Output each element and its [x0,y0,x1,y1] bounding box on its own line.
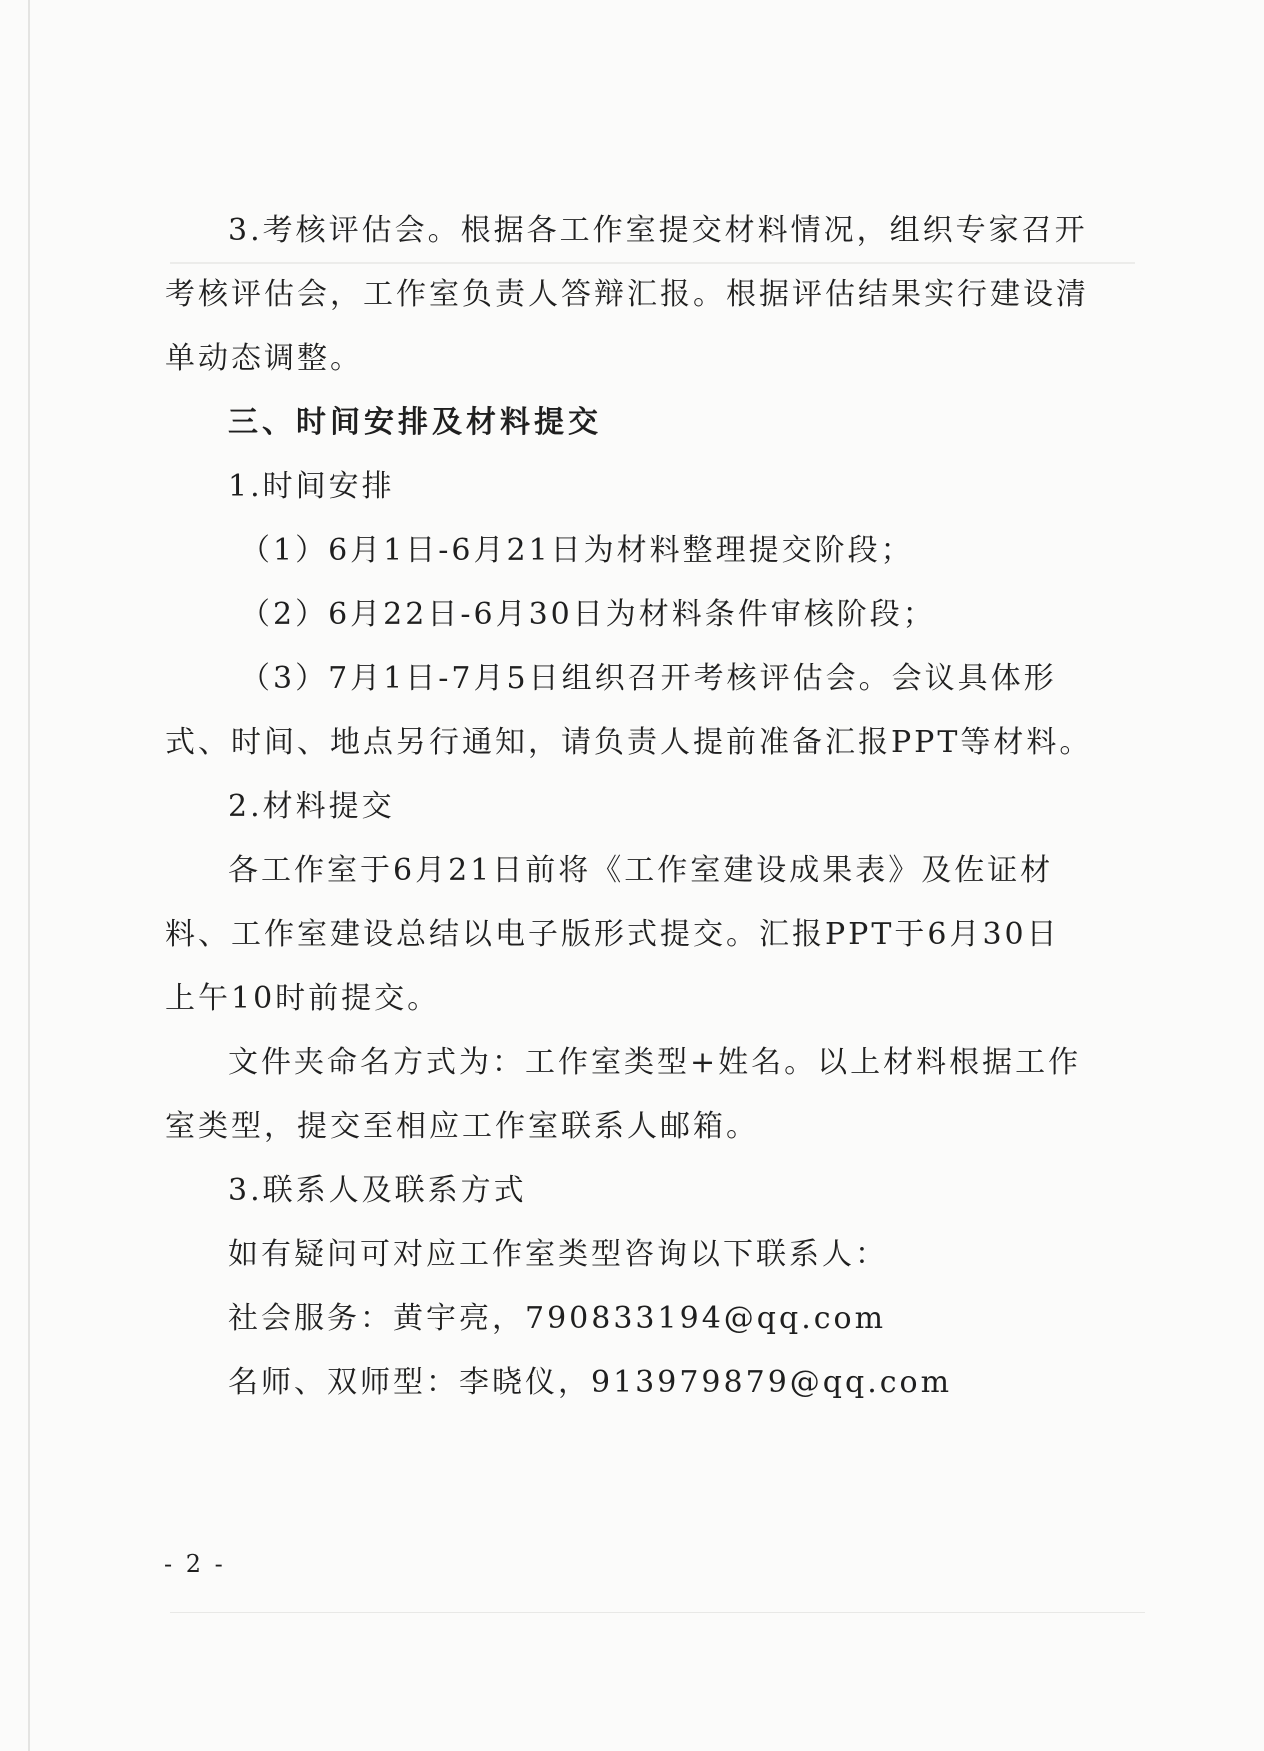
section-heading: 三、时间安排及材料提交 [228,405,602,440]
scan-line [170,262,1135,264]
schedule-item: （3）7月1日-7月5日组织召开考核评估会。会议具体形 [240,661,1057,696]
scan-line [170,1612,1145,1613]
paragraph-line: 上午10时前提交。 [165,981,441,1016]
contact-line: 名师、双师型：李晓仪，913979879@qq.com [228,1365,953,1400]
schedule-item: （2）6月22日-6月30日为材料条件审核阶段； [240,597,936,632]
subsection-heading: 3.联系人及联系方式 [228,1173,527,1208]
paragraph-line: 3.考核评估会。根据各工作室提交材料情况，组织专家召开 [228,213,1088,248]
paragraph-line: 室类型，提交至相应工作室联系人邮箱。 [165,1109,759,1144]
contact-line: 社会服务：黄宇亮，790833194@qq.com [228,1301,887,1336]
page-number: - 2 - [164,1550,226,1578]
paragraph-line: 考核评估会，工作室负责人答辩汇报。根据评估结果实行建设清 [165,277,1089,312]
paragraph-line: 单动态调整。 [165,341,363,376]
paragraph-line: 料、工作室建设总结以电子版形式提交。汇报PPT于6月30日 [165,917,1060,952]
subsection-heading: 1.时间安排 [228,469,395,504]
paragraph-line: 文件夹命名方式为：工作室类型+姓名。以上材料根据工作 [228,1045,1082,1080]
paragraph-line: 如有疑问可对应工作室类型咨询以下联系人： [228,1237,888,1272]
schedule-item: （1）6月1日-6月21日为材料整理提交阶段； [240,533,914,568]
scan-edge-shadow [28,0,30,1751]
paragraph-line: 各工作室于6月21日前将《工作室建设成果表》及佐证材 [228,853,1054,888]
subsection-heading: 2.材料提交 [228,789,395,824]
paragraph-line: 式、时间、地点另行通知，请负责人提前准备汇报PPT等材料。 [165,725,1093,760]
